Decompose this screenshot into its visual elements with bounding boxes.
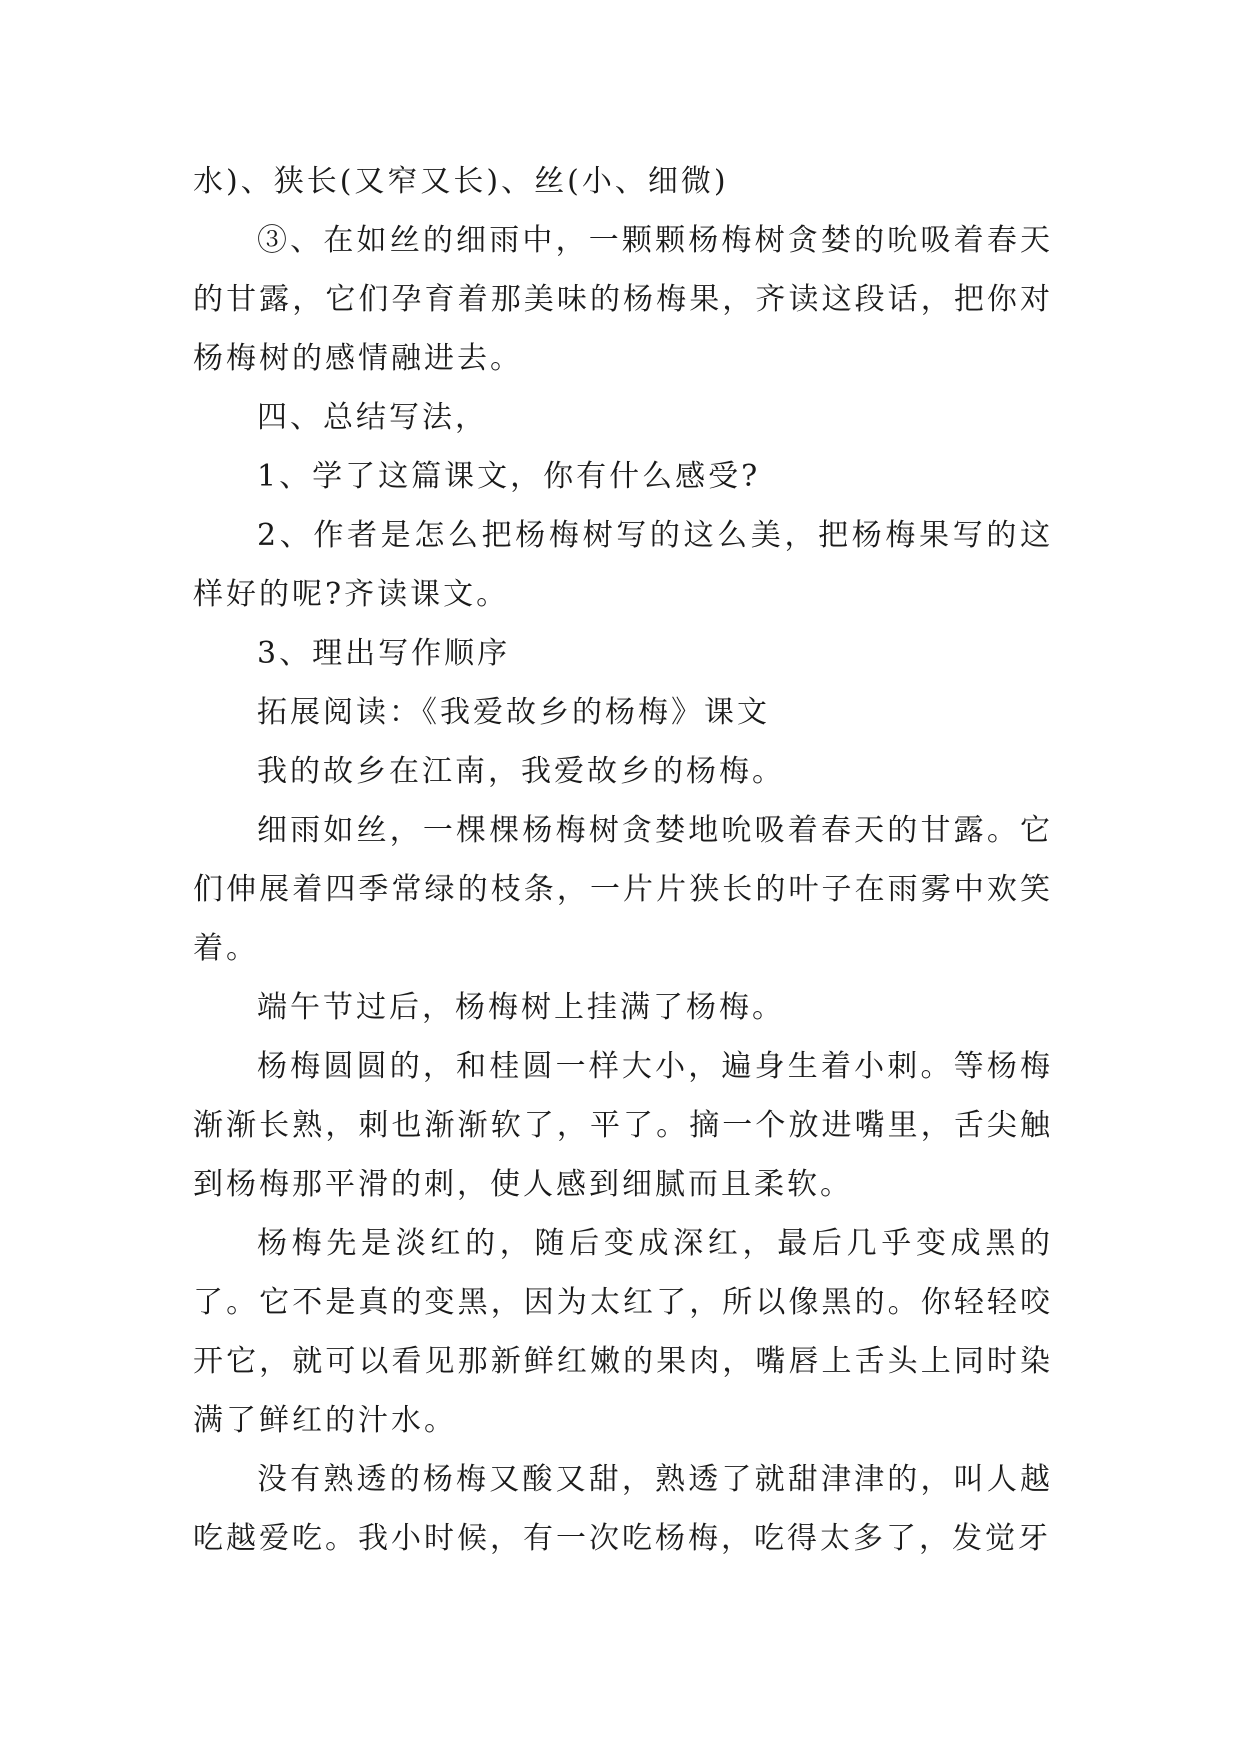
paragraph: ③、在如丝的细雨中，一颗颗杨梅树贪婪的吮吸着春天的甘露，它们孕育着那美味的杨梅果，齐读这段话，把你对杨梅树的感情融进去。 [193, 223, 1053, 376]
paragraph: 我的故乡在江南，我爱故乡的杨梅。 [257, 754, 785, 789]
paragraph: 水)、狭长(又窄又长)、丝(小、细微) [193, 164, 729, 199]
paragraph: 端午节过后，杨梅树上挂满了杨梅。 [257, 990, 785, 1025]
paragraph: 没有熟透的杨梅又酸又甜，熟透了就甜津津的，叫人越吃越爱吃。我小时候，有一次吃杨梅，吃得太多了，发觉牙 [193, 1462, 1053, 1556]
list-item: 1、学了这篇课文，你有什么感受? [257, 459, 761, 494]
paragraph: 杨梅先是淡红的，随后变成深红，最后几乎变成黑的了。它不是真的变黑，因为太红了，所以像黑的。你轻轻咬开它，就可以看见那新鲜红嫩的果肉，嘴唇上舌头上同时染满了鲜红的汁水。 [193, 1226, 1053, 1438]
paragraph: 杨梅圆圆的，和桂圆一样大小，遍身生着小刺。等杨梅渐渐长熟，刺也渐渐软了，平了。摘一个放进嘴里，舌尖触到杨梅那平滑的刺，使人感到细腻而且柔软。 [193, 1049, 1053, 1202]
paragraph: 细雨如丝，一棵棵杨梅树贪婪地吮吸着春天的甘露。它们伸展着四季常绿的枝条，一片片狭长的叶子在雨雾中欢笑着。 [193, 813, 1053, 966]
list-item: 3、理出写作顺序 [257, 636, 511, 671]
section-heading: 拓展阅读：《我爱故乡的杨梅》课文 [257, 695, 770, 730]
document-body [193, 152, 1053, 1568]
list-item: 2、作者是怎么把杨梅树写的这么美，把杨梅果写的这样好的呢?齐读课文。 [193, 518, 1053, 612]
section-heading: 四、总结写法， [257, 400, 488, 435]
